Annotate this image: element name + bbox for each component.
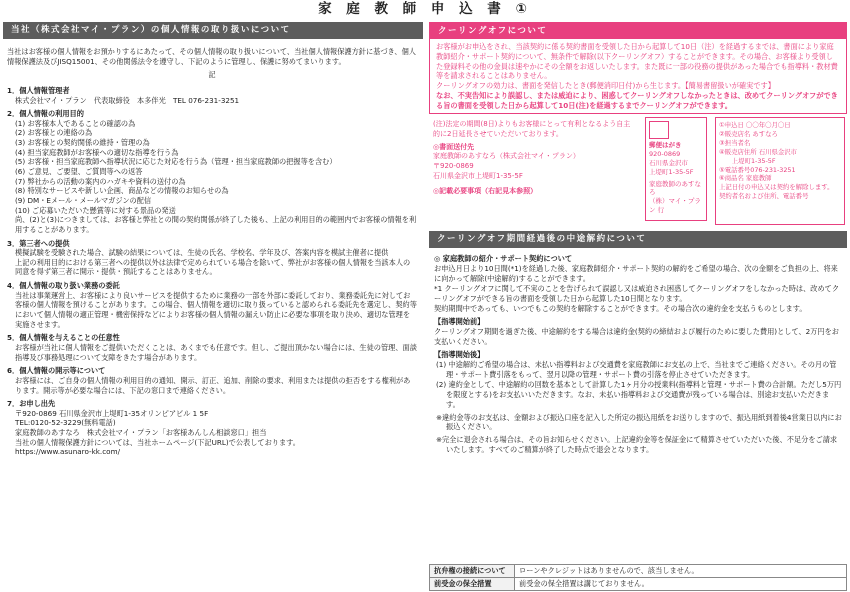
cooling-p1: お客様がお申込をされ、当該契約に係る契約書面を受領した日から起算して10日（注）を経過するまでは、書面により家庭教師紹介・サポート契約について、無条件で解除(以下クーリングオフ）することができます。その場合、お客様より受領した登録料その他の金員は速やかにその全額をお返しいたします。また既に一部の役務の提供があった場合でも指導料・教材費等を請求されることはありません。 <box>436 42 838 81</box>
sample-line: ⑥商品名 家庭教師 <box>719 174 772 183</box>
privacy-intro: 当社はお客様の個人情報をお預かりするにあたって、その個人情報の取り扱いについて、当社個人情報保護方針に基づき、個人情報保護法及びJISQ15001、その他関係法令を遵守し、下記のように管理し、保護に努めてまいります。 <box>7 47 416 66</box>
postcard-line: 石川県金沢市 <box>649 159 688 167</box>
list-item: (2) お客様との連絡の為 <box>15 128 93 138</box>
s3-body1: 模擬試験を受験された場合、試験の結果については、生徒の氏名、学校名、学年及び、答案内容を模試主催者に提供 <box>15 248 389 258</box>
s7-title: 7．お申し出先 <box>7 399 56 409</box>
midterm-note2: ※完全に退会される場合は、その旨お知らせください。上記違約金等を保証金にて精算させていただいた後、不足分をご請求いたします。すべてのご精算が終了した時点で退会となります。 <box>436 435 838 455</box>
cooling-note: (注)法定の期間(8日)よりもお客様にとって有利となるよう自主的に2日延長させていただいております。 <box>433 120 631 139</box>
list-item: (7) 弊社からの活動の案内のハガキや資料の送付の為 <box>15 176 186 186</box>
midterm-section <box>429 231 847 458</box>
table-cell: 前受金の保全措置 <box>430 578 515 591</box>
postcard-line: 920-0869 <box>649 150 681 159</box>
midterm-p3: 契約期間中であっても、いつでもこの契約を解除することができます。その場合次の違約金を支払うものとします。 <box>434 304 807 314</box>
sample-line: 上記日付の申込又は契約を解除します。 <box>719 183 834 192</box>
list-item: (1) 中途解約ご希望の場合は、未払い指導料および交通費を家庭教師にお支払の上で、当社までご連絡ください。その月の管理・サポート費引落をもって、翌月以降の管理・サポート費の引落を停止させていただきます。 <box>436 359 837 379</box>
cooling-p3: なお、不実告知により誤認し、または威迫により、困惑してクーリングオフしなかったときは、改めてクーリングオフができる旨の書面を受領した日から起算して10日(注)を経過するまでクーリングオフができます。 <box>436 90 838 110</box>
dest-label: ◎書面送付先 <box>433 142 475 151</box>
cooling-p2: クーリングオフの効力は、書面を発信したとき(郵便消印日付)から生じます。【簡易書留扱いが確実です】 <box>436 81 775 91</box>
contact-line: 〒920-0869 石川県金沢市上堤町1-35オリンピアビル 1 5F <box>15 408 209 418</box>
after-title: 【指導開始後】 <box>434 349 485 359</box>
s5-body: お客様が当社に個人情報をご提供いただくことは、あくまでも任意です。但し、ご提出頂かない場合には、生徒の管理、面談指導及び事務処理について支障をきたす場合があります。 <box>15 342 417 362</box>
sample-line: ⑤電話番号076-231-3251 <box>719 165 796 174</box>
s3-title: 3．第三者への提供 <box>7 238 70 248</box>
example-label: ◎記載必要事項（右記見本参照） <box>433 187 538 196</box>
ki-label: 記 <box>208 70 216 80</box>
form-sample <box>715 117 845 225</box>
table-cell: 前受金の保全措置は講じておりません。 <box>515 578 847 591</box>
stamp-box <box>649 121 669 139</box>
sample-line: 契約者名および住所、電話番号 <box>719 192 809 201</box>
list-item: (2) 違約金として、中途解約の回数を基本として計算した1ヶ月分の授業料(指導料と管理・サポート費の合計額。ただし5万円を限度とする)をお支払いいただきます。なお、未払い指導料および交通費が残っている場合は、別途お支払いただきます。 <box>436 379 842 409</box>
privacy-header: 当社（株式会社マイ・プラン）の個人情報の取り扱いについて <box>3 22 423 39</box>
sample-line: 上堤町1-35-5F <box>719 156 776 165</box>
cooling-details <box>429 117 847 227</box>
dest-line: 石川県金沢市上堤町1-35-5F <box>433 171 523 180</box>
dest-line: 〒920-0869 <box>433 162 474 171</box>
midterm-p1: お申込月日より10日間(*1)を経過した後、家庭教師紹介・サポート契約の解約をご希望の場合、次の金額をご負担の上、将来に向かって解除(中途解約)することができます。 <box>434 264 838 284</box>
before-body: クーリングオフ期間を過ぎた後、中途解約をする場合は違約金(契約の締結および履行のために要した費用)として、2万円をお支払いください。 <box>434 327 839 346</box>
cooling-off-box <box>429 22 847 114</box>
contact-line: 当社の個人情報保護方針については、当社ホームページ(下記URL)で公表しております。 <box>15 437 300 447</box>
midterm-h1: ◎ 家庭教師の紹介・サポート契約について <box>434 254 573 264</box>
before-title: 【指導開始前】 <box>434 317 485 327</box>
s2-note: 尚、(2)と(3)につきましては、お客様と弊社との間の契約関係が終了した後も、上記の利用目的の範囲内でお客様の情報を利用することがあります。 <box>15 215 417 234</box>
info-table <box>429 564 847 591</box>
sample-line: ③担当者名 <box>719 139 751 148</box>
s1-body: 株式会社マイ・プラン 代表取締役 本多伴光 TEL 076-231-3251 <box>15 95 240 105</box>
contact-line: TEL:0120-52-3229(無料電話) <box>15 418 116 428</box>
contact-line: 家庭教師のあすなろ 株式会社マイ・プラン「お客様あんしん相談窓口」担当 <box>15 428 267 438</box>
s3-body2: 上記の利用目的における第三者への提供以外は法律で定められている場合を除いて、弊社がお客様の個人情報を当該本人の同意を得ず第三者に開示・提供・預託することはありません。 <box>15 257 411 277</box>
list-item: (8) 特別なサービスや新しい企画、商品などの情報のお知らせの為 <box>15 186 229 196</box>
sample-line: ④販売店住所 石川県金沢市 <box>719 147 798 156</box>
sample-line: ②販売店名 あすなろ <box>719 130 778 139</box>
right-column <box>429 22 847 590</box>
list-item: (4) 担当家庭教師がお客様への適切な指導を行う為 <box>15 147 179 157</box>
s4-title: 4．個人情報の取り扱い業務の委託 <box>7 281 120 291</box>
s4-body: 当社は事業運営上、お客様により良いサービスを提供するために業務の一部を外部に委託しており、業務委託先に対してお客様の個人情報を預けることがあります。この場合、個人情報を適切に取り扱っていると認められる委託先を選定し、契約等において個人情報の適正管理・機密保持などによりお客様の個人情報の漏えい防止に必要な事項を取り決め、適切な管理を実施させます。 <box>15 290 417 329</box>
dest-line: 家庭教師のあすなろ（株式会社マイ・プラン） <box>433 152 580 161</box>
s2-title: 2．個人情報の利用目的 <box>7 109 84 119</box>
list-item: (10) ご応募いただいた懸賞等に対する景品の発送 <box>15 205 176 215</box>
list-item: (3) お客様との契約関係の維持・管理の為 <box>15 138 150 148</box>
midterm-p2: *1 クーリングオフに関して不実のことを告げられて誤認し又は威迫され困惑してクーリングオフをしなかった時は、改めてクーリングオフができる旨の書面を受領した日から起算した10日間となります。 <box>434 284 840 304</box>
table-cell: 抗弁権の接続について <box>430 565 515 578</box>
list-item: (5) お客様・担当家庭教師へ指導状況に応じた対応を行う為（管理・担当家庭教師の把握等を含む） <box>15 157 337 167</box>
table-row <box>430 565 847 578</box>
sample-line: ①申込日 〇〇年〇月〇日 <box>719 121 791 130</box>
table-row <box>430 578 847 591</box>
s6-body: お客様には、ご自身の個人情報の利用目的の通知、開示、訂正、追加、削除の要求、利用または提供の拒否をする権利があります。開示等が必要な場合には、下記の窓口まで連絡ください。 <box>15 375 411 395</box>
page-title: 家 庭 教 師 申 込 書 ① <box>318 1 532 17</box>
postcard-line: 上堤町1-35-5F <box>649 167 694 176</box>
midterm-note1: ※違約金等のお支払は、金額および振込口座を記入した所定の振込用紙をお送りしますので、振込用紙到着後4営業日以内にお振込ください。 <box>436 412 842 432</box>
midterm-header: クーリングオフ期間経過後の中途解約について <box>429 231 847 248</box>
s1-title: 1．個人情報管理者 <box>7 85 70 95</box>
table-cell: ローンやクレジットはありませんので、該当しません。 <box>515 565 847 578</box>
website-link[interactable]: https://www.asunaro-kk.com/ <box>15 447 120 457</box>
s6-title: 6．個人情報の開示等について <box>7 366 106 376</box>
postcard-sample <box>645 117 707 221</box>
list-item: (6) ご意見、ご要望、ご質問等への返答 <box>15 167 143 177</box>
postcard-line: 家庭教師のあすなろ <box>649 179 701 197</box>
list-item: (9) DM・Eメール・メールマガジンの配信 <box>15 195 152 205</box>
privacy-section <box>3 22 423 590</box>
s5-title: 5．個人情報を与えることの任意性 <box>7 333 120 343</box>
cooling-off-header: クーリングオフについて <box>430 23 846 39</box>
postcard-line: （株）マイ・プラン 行 <box>649 197 701 214</box>
list-item: (1) お客様本人であることの確認の為 <box>15 118 136 128</box>
postcard-line: 郵便はがき <box>649 141 682 150</box>
